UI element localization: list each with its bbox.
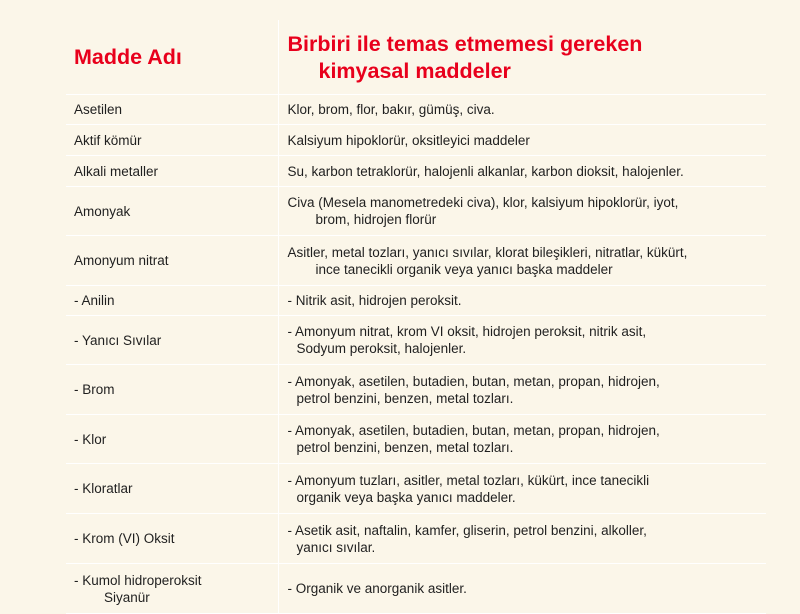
substance-name: - Brom <box>66 365 278 415</box>
substance-name: - Kloratlar <box>66 464 278 514</box>
header-line-2: kimyasal maddeler <box>318 58 511 83</box>
incompatible-line-2: yanıcı sıvılar. <box>296 539 376 555</box>
substance-name: Amonyum nitrat <box>66 236 278 286</box>
incompatible-line-2: ince tanecikli organik veya yanıcı başka maddeler <box>315 261 613 277</box>
incompatible-line-1: - Amonyak, asetilen, butadien, butan, metan, propan, hidrojen, <box>287 373 660 389</box>
incompatible-line-1: - Amonyak, asetilen, butadien, butan, metan, propan, hidrojen, <box>287 423 660 438</box>
substance-name: Aktif kömür <box>66 125 278 156</box>
incompatible-line-2: organik veya başka yanıcı maddeler. <box>296 489 516 505</box>
incompatible-line-1: - Asetik asit, naftalin, kamfer, gliserin, petrol benzini, alkoller, <box>287 522 647 538</box>
table-row <box>66 95 766 125</box>
incompatible-line-1: - Amonyum tuzları, asitler, metal tozları, kükürt, ince tanecikli <box>287 472 650 488</box>
incompatible-list: Klor, brom, flor, bakır, gümüş, civa. <box>278 95 766 125</box>
table-row <box>66 236 766 286</box>
header-incompatible-substances <box>278 20 766 95</box>
table-row <box>66 125 766 156</box>
substance-name-line-2: Siyanür <box>104 589 150 605</box>
incompatible-line-2: petrol benzini, benzen, metal tozları. <box>296 390 514 406</box>
incompatible-list: - Nitrik asit, hidrojen peroksit. <box>278 286 766 316</box>
incompatible-list <box>278 415 766 464</box>
incompatible-list <box>278 365 766 415</box>
table-row <box>66 316 766 365</box>
substance-name: - Klor <box>66 415 278 464</box>
incompatible-chemicals-table <box>66 20 766 614</box>
table-row <box>66 564 766 614</box>
substance-name: Asetilen <box>66 95 278 125</box>
substance-name-line-1: - Kumol hidroperoksit <box>74 572 202 588</box>
table-header-row <box>66 20 766 95</box>
substance-name: - Anilin <box>66 286 278 316</box>
substance-name: Alkali metaller <box>66 156 278 187</box>
header-line-1: Birbiri ile temas etmemesi gereken <box>287 31 643 56</box>
incompatible-list <box>278 514 766 564</box>
substance-name: Amonyak <box>66 187 278 236</box>
incompatible-list <box>278 236 766 286</box>
incompatible-list <box>278 464 766 514</box>
incompatible-line-2: Sodyum peroksit, halojenler. <box>296 341 467 356</box>
incompatible-list: Su, karbon tetraklorür, halojenli alkanlar, karbon dioksit, halojenler. <box>278 156 766 187</box>
table-row <box>66 464 766 514</box>
incompatible-line-2: petrol benzini, benzen, metal tozları. <box>296 440 514 455</box>
table-row <box>66 187 766 236</box>
table-row <box>66 514 766 564</box>
table-row <box>66 415 766 464</box>
incompatible-list <box>278 187 766 236</box>
table-row <box>66 286 766 316</box>
incompatible-list: Kalsiyum hipoklorür, oksitleyici maddeler <box>278 125 766 156</box>
substance-name <box>66 564 278 614</box>
header-substance-name: Madde Adı <box>66 20 278 95</box>
substance-name: - Krom (VI) Oksit <box>66 514 278 564</box>
incompatible-line-1: Asitler, metal tozları, yanıcı sıvılar, klorat bileşikleri, nitratlar, kükürt, <box>287 244 688 260</box>
substance-name: - Yanıcı Sıvılar <box>66 316 278 365</box>
table-row <box>66 365 766 415</box>
table-row <box>66 156 766 187</box>
incompatible-list: - Organik ve anorganik asitler. <box>278 564 766 614</box>
incompatible-list <box>278 316 766 365</box>
incompatible-line-1: - Amonyum nitrat, krom VI oksit, hidrojen peroksit, nitrik asit, <box>287 324 647 339</box>
incompatible-line-1: Civa (Mesela manometredeki civa), klor, kalsiyum hipoklorür, iyot, <box>287 195 679 210</box>
incompatible-line-2: brom, hidrojen florür <box>315 212 437 227</box>
